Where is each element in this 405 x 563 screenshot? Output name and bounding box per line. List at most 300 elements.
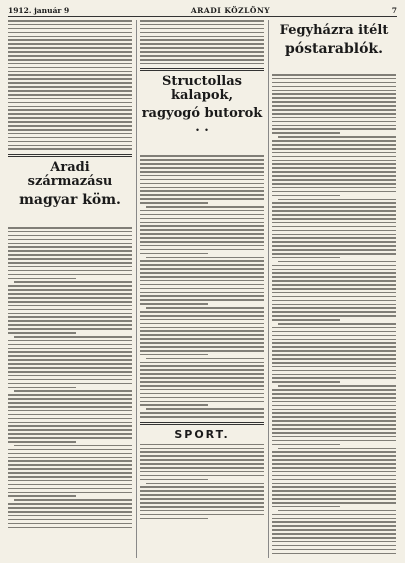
- text-line: [140, 24, 264, 26]
- text-line: [8, 82, 132, 84]
- text-line: [8, 492, 132, 494]
- text-line: [8, 371, 132, 373]
- text-line: [272, 397, 396, 399]
- text-line: [272, 183, 396, 185]
- text-line: [8, 43, 132, 45]
- text-line: [140, 404, 208, 406]
- text-line: [140, 354, 208, 356]
- text-line: [272, 537, 396, 539]
- text-line: [272, 416, 396, 418]
- text-line: [272, 292, 396, 294]
- text-line: [8, 340, 132, 342]
- text-line: [140, 175, 264, 177]
- text-line: [272, 121, 396, 123]
- text-line: [272, 467, 396, 469]
- text-line: [272, 93, 396, 95]
- text-line: [8, 527, 132, 529]
- text-line: [140, 51, 264, 53]
- text-line: [8, 320, 132, 322]
- text-line: [140, 159, 264, 161]
- text-line: [140, 155, 264, 157]
- text-line: [8, 36, 132, 38]
- text-block: [272, 74, 396, 554]
- text-line: [272, 253, 396, 255]
- text-line: [8, 121, 132, 123]
- text-line: [8, 297, 132, 299]
- text-line: [140, 303, 208, 305]
- text-line: [140, 346, 264, 348]
- text-line: [272, 125, 396, 127]
- text-line: [272, 370, 396, 372]
- text-line: [140, 20, 264, 22]
- text-line: [140, 229, 264, 231]
- text-line: [8, 363, 132, 365]
- text-line: [140, 389, 264, 391]
- text-line: [140, 518, 208, 520]
- text-line: [140, 198, 264, 200]
- text-line: [272, 498, 396, 500]
- text-line: [272, 304, 396, 306]
- text-line: [8, 137, 132, 139]
- text-line: [8, 332, 76, 334]
- text-line: [140, 444, 264, 446]
- text-line: [8, 270, 132, 272]
- column-rule-1: [136, 20, 137, 558]
- text-line: [140, 43, 264, 45]
- text-line: [272, 455, 396, 457]
- text-line: [140, 245, 264, 247]
- article-title: [272, 42, 396, 56]
- text-line: [272, 506, 340, 508]
- text-line: [8, 449, 132, 451]
- text-line: [272, 210, 396, 212]
- text-line: [272, 459, 396, 461]
- text-line: [8, 39, 132, 41]
- text-line: [272, 424, 396, 426]
- text-line: [8, 305, 132, 307]
- text-line: [140, 299, 264, 301]
- text-line: [140, 225, 264, 227]
- text-line: [278, 136, 396, 138]
- article-subtitle: [8, 208, 132, 217]
- text-line: [140, 28, 264, 30]
- section-title-sport: SPORT.: [174, 427, 230, 441]
- text-line: [8, 472, 132, 474]
- text-line: [8, 511, 132, 513]
- text-line: [272, 249, 396, 251]
- text-line: [140, 381, 264, 383]
- text-line: [272, 533, 396, 535]
- text-line: [278, 199, 396, 201]
- text-line: [272, 300, 396, 302]
- text-line: [8, 51, 132, 53]
- text-line: [272, 296, 396, 298]
- text-line: [272, 331, 396, 333]
- text-line: [272, 245, 396, 247]
- text-line: [140, 202, 208, 204]
- text-line: [8, 243, 132, 245]
- text-line: [8, 78, 132, 80]
- text-line: [272, 514, 396, 516]
- article-separator: [140, 422, 264, 425]
- text-line: [8, 488, 132, 490]
- text-line: [140, 412, 264, 414]
- text-line: [272, 284, 396, 286]
- text-line: [272, 436, 396, 438]
- text-line: [140, 448, 264, 450]
- text-line: [8, 246, 132, 248]
- text-line: [8, 379, 132, 381]
- text-line: [272, 218, 396, 220]
- text-line: [14, 336, 132, 338]
- text-line: [272, 545, 396, 547]
- text-line: [272, 354, 396, 356]
- text-line: [272, 525, 396, 527]
- text-line: [140, 237, 264, 239]
- text-line: [140, 63, 264, 65]
- text-line: [272, 269, 396, 271]
- text-line: [272, 140, 396, 142]
- running-header: [8, 4, 397, 16]
- text-block: [140, 20, 264, 64]
- text-line: [140, 55, 264, 57]
- text-line: [272, 483, 396, 485]
- text-line: [8, 367, 132, 369]
- text-line: [140, 377, 264, 379]
- text-line: [140, 292, 264, 294]
- text-line: [272, 342, 396, 344]
- text-line: [8, 515, 132, 517]
- text-line: [8, 429, 132, 431]
- text-line: [8, 348, 132, 350]
- text-line: [8, 231, 132, 233]
- text-line: [272, 490, 396, 492]
- text-line: [272, 401, 396, 403]
- title-line: Aradi származásu: [27, 159, 113, 189]
- text-line: [272, 471, 396, 473]
- text-line: [272, 195, 340, 197]
- page-number: 7: [391, 5, 397, 15]
- text-line: [140, 183, 264, 185]
- masthead: ARADI KÖZLÖNY: [190, 5, 271, 15]
- text-line: [8, 258, 132, 260]
- text-line: [272, 86, 396, 88]
- text-line: [8, 235, 132, 237]
- text-line: [272, 521, 396, 523]
- text-line: [140, 32, 264, 34]
- text-line: [140, 397, 264, 399]
- text-line: [8, 262, 132, 264]
- text-line: [8, 266, 132, 268]
- text-line: [140, 327, 264, 329]
- text-line: [8, 86, 132, 88]
- text-line: [272, 152, 396, 154]
- text-block: [8, 227, 132, 528]
- text-line: [272, 128, 396, 130]
- text-line: [14, 390, 132, 392]
- text-line: [140, 502, 264, 504]
- text-line: [8, 359, 132, 361]
- text-line: [8, 125, 132, 127]
- text-line: [272, 272, 396, 274]
- text-line: [8, 55, 132, 57]
- text-line: [272, 420, 396, 422]
- text-line: [272, 288, 396, 290]
- text-line: [272, 280, 396, 282]
- text-line: [8, 94, 132, 96]
- text-line: [8, 129, 132, 131]
- title-line: Fegyházra itélt: [279, 23, 389, 38]
- text-line: [140, 369, 264, 371]
- text-line: [272, 101, 396, 103]
- text-line: [8, 507, 132, 509]
- text-line: [8, 480, 132, 482]
- text-line: [8, 32, 132, 34]
- text-line: [272, 350, 396, 352]
- text-line: [140, 506, 264, 508]
- text-line: [272, 494, 396, 496]
- text-line: [140, 350, 264, 352]
- text-line: [140, 214, 264, 216]
- text-line: [8, 254, 132, 256]
- column-rule-2: [268, 20, 269, 558]
- text-line: [272, 171, 396, 173]
- text-line: [8, 460, 132, 462]
- text-line: [272, 440, 396, 442]
- text-line: [272, 358, 396, 360]
- text-line: [146, 307, 264, 309]
- text-line: [8, 106, 132, 108]
- article-byline: [8, 219, 130, 225]
- text-line: [8, 98, 132, 100]
- text-line: [272, 319, 340, 321]
- text-line: [8, 457, 132, 459]
- text-line: [140, 498, 264, 500]
- text-line: [8, 464, 132, 466]
- text-line: [272, 451, 396, 453]
- text-line: [272, 117, 396, 119]
- text-line: [272, 78, 396, 80]
- text-line: [8, 285, 132, 287]
- text-line: [140, 222, 264, 224]
- text-line: [14, 281, 132, 283]
- text-line: [8, 102, 132, 104]
- text-line: [8, 503, 132, 505]
- text-line: [140, 253, 208, 255]
- text-line: [8, 113, 132, 115]
- text-line: [272, 148, 396, 150]
- text-line: [140, 365, 264, 367]
- text-line: [272, 241, 396, 243]
- text-line: [140, 479, 208, 481]
- text-line: [272, 230, 396, 232]
- text-line: [8, 313, 132, 315]
- text-line: [140, 284, 264, 286]
- article-separator: [140, 68, 264, 71]
- text-line: [272, 529, 396, 531]
- text-line: [8, 71, 132, 73]
- text-line: [8, 406, 132, 408]
- text-line: [140, 59, 264, 61]
- text-line: [140, 334, 264, 336]
- text-line: [8, 394, 132, 396]
- article-title: [140, 75, 264, 103]
- text-line: [8, 293, 132, 295]
- text-line: [8, 289, 132, 291]
- text-line: [272, 307, 396, 309]
- text-line: [272, 113, 396, 115]
- text-line: [272, 346, 396, 348]
- text-line: [272, 393, 396, 395]
- article-title: [8, 161, 132, 189]
- text-block: [140, 155, 264, 417]
- text-line: [140, 416, 264, 418]
- text-line: [8, 453, 132, 455]
- title-line: ragyogó butorok . .: [141, 106, 263, 136]
- text-line: [8, 59, 132, 61]
- article-byline: [272, 66, 394, 72]
- text-line: [8, 414, 132, 416]
- article-title: [8, 193, 132, 207]
- text-line: [8, 148, 132, 150]
- text-line: [272, 311, 396, 313]
- title-line: magyar köm.: [19, 191, 121, 208]
- text-block: [140, 444, 264, 520]
- text-line: [8, 227, 132, 229]
- text-line: [278, 323, 396, 325]
- text-line: [278, 448, 396, 450]
- text-line: [272, 257, 340, 259]
- text-line: [272, 97, 396, 99]
- text-line: [8, 141, 132, 143]
- text-line: [8, 418, 132, 420]
- text-line: [146, 358, 264, 360]
- text-line: [140, 338, 264, 340]
- text-line: [272, 222, 396, 224]
- column-1: [8, 20, 132, 560]
- article-separator: [8, 154, 132, 157]
- column-2: [140, 20, 264, 560]
- text-line: [272, 405, 396, 407]
- text-line: [272, 163, 396, 165]
- text-line: [146, 257, 264, 259]
- text-block: [8, 20, 132, 150]
- text-line: [272, 315, 396, 317]
- text-line: [140, 323, 264, 325]
- text-line: [146, 206, 264, 208]
- text-line: [8, 375, 132, 377]
- text-line: [272, 265, 396, 267]
- text-line: [140, 463, 264, 465]
- text-line: [272, 444, 340, 446]
- text-line: [140, 475, 264, 477]
- text-line: [8, 484, 132, 486]
- text-line: [8, 133, 132, 135]
- text-line: [272, 409, 396, 411]
- text-line: [140, 280, 264, 282]
- text-line: [140, 514, 264, 516]
- text-line: [140, 187, 264, 189]
- text-line: [272, 276, 396, 278]
- text-line: [278, 510, 396, 512]
- text-line: [272, 366, 396, 368]
- text-line: [140, 210, 264, 212]
- article-subtitle: [272, 57, 396, 64]
- text-line: [140, 47, 264, 49]
- text-line: [140, 451, 264, 453]
- text-line: [140, 486, 264, 488]
- text-line: [8, 468, 132, 470]
- text-line: [272, 90, 396, 92]
- text-line: [140, 288, 264, 290]
- text-line: [8, 301, 132, 303]
- text-line: [272, 502, 396, 504]
- text-line: [272, 237, 396, 239]
- text-line: [272, 109, 396, 111]
- text-line: [272, 518, 396, 520]
- text-line: [140, 264, 264, 266]
- text-line: [8, 250, 132, 252]
- text-line: [140, 276, 264, 278]
- text-line: [8, 476, 132, 478]
- text-line: [14, 499, 132, 501]
- text-line: [140, 393, 264, 395]
- text-line: [8, 74, 132, 76]
- text-line: [8, 47, 132, 49]
- text-line: [272, 105, 396, 107]
- text-line: [8, 28, 132, 30]
- text-line: [140, 295, 264, 297]
- text-line: [140, 233, 264, 235]
- article-title: [140, 107, 264, 135]
- header-rule: [8, 16, 397, 17]
- title-line: Structollas kalapok,: [162, 74, 242, 104]
- text-line: [140, 401, 264, 403]
- text-line: [272, 144, 396, 146]
- text-line: [272, 214, 396, 216]
- article-subtitle: [140, 136, 264, 145]
- text-line: [140, 190, 264, 192]
- text-line: [272, 339, 396, 341]
- text-line: [272, 226, 396, 228]
- text-line: [140, 330, 264, 332]
- text-line: [8, 355, 132, 357]
- text-line: [272, 541, 396, 543]
- text-line: [140, 272, 264, 274]
- text-line: [8, 398, 132, 400]
- text-line: [272, 191, 396, 193]
- text-line: [140, 311, 264, 313]
- text-line: [272, 475, 396, 477]
- text-line: [8, 387, 76, 389]
- text-line: [140, 471, 264, 473]
- text-line: [146, 408, 264, 410]
- text-line: [278, 261, 396, 263]
- text-line: [272, 234, 396, 236]
- text-line: [8, 383, 132, 385]
- text-line: [140, 179, 264, 181]
- text-line: [140, 241, 264, 243]
- text-line: [8, 24, 132, 26]
- text-line: [140, 218, 264, 220]
- text-line: [14, 445, 132, 447]
- text-line: [8, 309, 132, 311]
- text-line: [8, 495, 76, 497]
- text-line: [272, 82, 396, 84]
- text-line: [140, 455, 264, 457]
- text-line: [8, 523, 132, 525]
- text-line: [8, 519, 132, 521]
